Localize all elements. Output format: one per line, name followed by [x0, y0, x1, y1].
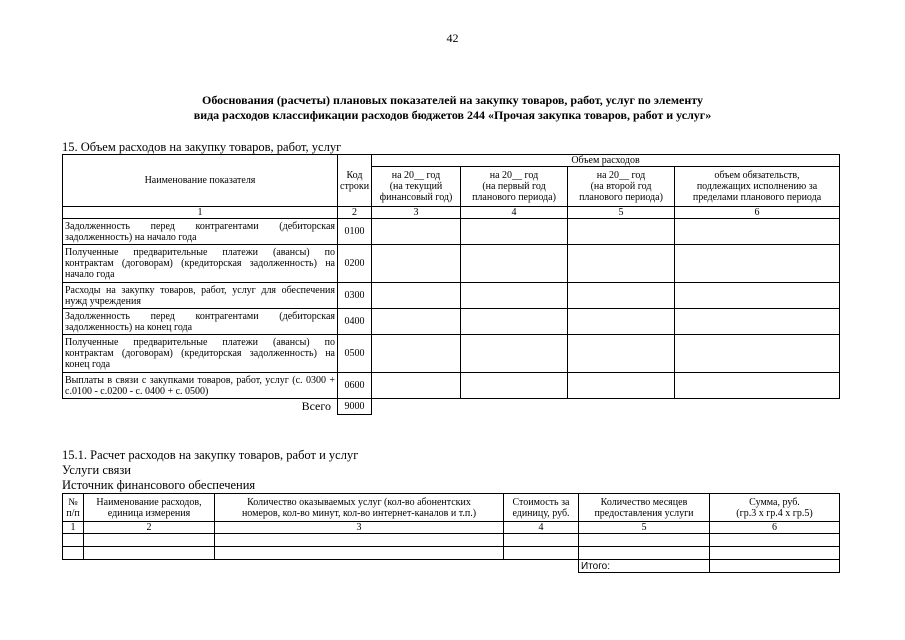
cell-col5 [568, 245, 675, 283]
total-row [63, 399, 840, 415]
communication-services-table [62, 493, 840, 573]
row-code: 0600 [338, 373, 372, 399]
cell-col6 [675, 335, 840, 373]
colnum-2: 2 [84, 522, 215, 534]
cell [579, 547, 710, 560]
row-code: 0500 [338, 335, 372, 373]
document-title-line1: Обоснования (расчеты) плановых показателей на закупку товаров, работ, услуг по элементу [202, 93, 703, 107]
header-col5-line2: (на второй год [590, 181, 652, 192]
header-sum [710, 494, 840, 522]
cell-col4 [461, 335, 568, 373]
table-row [63, 219, 840, 245]
header-col4-line2: (на первый год [482, 181, 546, 192]
cell-col6 [675, 283, 840, 309]
header-col3-line3: финансовый год) [379, 192, 453, 203]
total-row [63, 560, 840, 573]
total-code: 9000 [338, 399, 372, 415]
cell [710, 534, 840, 547]
page-number: 42 [446, 31, 459, 45]
colnum-2: 2 [338, 207, 372, 219]
colnum-1: 1 [63, 207, 338, 219]
header-col6-line1: объем обязательств, [714, 170, 800, 181]
row-code: 0100 [338, 219, 372, 245]
document-title-line2: вида расходов классификации расходов бюджетов 244 «Прочая закупка товаров, работ и услуг» [193, 108, 712, 122]
section-15-heading: 15. Объем расходов на закупку товаров, работ, услуг [62, 140, 342, 154]
cell [84, 534, 215, 547]
header-col5 [568, 167, 675, 207]
table-row [63, 534, 840, 547]
header-code-line1: Код [346, 169, 363, 181]
cell-col5 [568, 373, 675, 399]
cell [84, 547, 215, 560]
colnum-5: 5 [579, 522, 710, 534]
header-num-line1: № [68, 496, 78, 508]
table-row [63, 547, 840, 560]
cell [215, 534, 504, 547]
header-col4-line1: на 20__ год [489, 170, 539, 181]
colnum-4: 4 [504, 522, 579, 534]
header-col5-line3: планового периода) [579, 192, 663, 203]
colnum-1: 1 [63, 522, 84, 534]
header-sum-line1: Сумма, руб. [749, 496, 800, 508]
total-spacer [372, 399, 840, 415]
cell [63, 547, 84, 560]
row-name: Полученные предварительные платежи (авансы) по контрактам (договорам) (кредиторская задолженность) на начало года [63, 245, 338, 283]
row-code: 0200 [338, 245, 372, 283]
colnum-6: 6 [710, 522, 840, 534]
colnum-6: 6 [675, 207, 840, 219]
header-unit-cost-line1: Стоимость за [512, 496, 570, 508]
header-col6 [675, 167, 840, 207]
header-unit-cost [504, 494, 579, 522]
cell-col6 [675, 309, 840, 335]
table-row [63, 373, 840, 399]
row-name: Выплаты в связи с закупками товаров, работ, услуг (с. 0300 + с.0100 - с.0200 - с. 0400 + с. 0500) [63, 373, 338, 399]
row-name: Задолженность перед контрагентами (дебиторская задолженность) на начало года [63, 219, 338, 245]
table-row [63, 335, 840, 373]
cell-col3 [372, 245, 461, 283]
cell-col5 [568, 309, 675, 335]
table-row [63, 309, 840, 335]
total-spacer [63, 560, 579, 573]
header-col6-line3: пределами планового периода [692, 192, 822, 203]
header-col4-line3: планового периода) [472, 192, 556, 203]
colnum-3: 3 [372, 207, 461, 219]
header-indicator: Наименование показателя [63, 155, 338, 207]
row-name: Полученные предварительные платежи (авансы) по контрактам (договорам) (кредиторская задолженность) на конец года [63, 335, 338, 373]
header-num-line2: п/п [66, 507, 80, 519]
header-expense-name-line1: Наименование расходов, [96, 496, 202, 508]
cell [63, 534, 84, 547]
cell-col3 [372, 373, 461, 399]
cell [504, 534, 579, 547]
cell-col3 [372, 219, 461, 245]
cell-col4 [461, 309, 568, 335]
cell-col5 [568, 219, 675, 245]
header-code [338, 155, 372, 207]
cell-col5 [568, 335, 675, 373]
header-volume: Объем расходов [372, 155, 840, 167]
cell-col4 [461, 245, 568, 283]
colnum-4: 4 [461, 207, 568, 219]
header-sum-line2: (гр.3 х гр.4 х гр.5) [736, 507, 813, 519]
header-expense-name-line2: единица измерения [107, 507, 191, 519]
header-col3-line2: (на текущий [389, 181, 443, 192]
row-code: 0400 [338, 309, 372, 335]
header-expense-name [84, 494, 215, 522]
funding-source-label: Источник финансового обеспечения [62, 478, 256, 492]
cell [504, 547, 579, 560]
table-row [63, 245, 840, 283]
header-col3-line1: на 20__ год [391, 170, 441, 181]
cell-col4 [461, 373, 568, 399]
cell-col3 [372, 283, 461, 309]
header-num [63, 494, 84, 522]
header-unit-cost-line2: единицу, руб. [512, 507, 570, 519]
section-15-1-heading: 15.1. Расчет расходов на закупку товаров, работ и услуг [62, 448, 359, 462]
services-subheading: Услуги связи [62, 463, 131, 477]
row-name: Задолженность перед контрагентами (дебиторская задолженность) на конец года [63, 309, 338, 335]
header-col3 [372, 167, 461, 207]
header-col5-line1: на 20__ год [596, 170, 646, 181]
total-label: Итого: [579, 560, 710, 573]
document-title [0, 93, 905, 123]
row-name: Расходы на закупку товаров, работ, услуг для обеспечения нужд учреждения [63, 283, 338, 309]
colnum-3: 3 [215, 522, 504, 534]
cell-col3 [372, 309, 461, 335]
header-services-quantity [215, 494, 504, 522]
total-label: Всего [301, 399, 331, 414]
total-sum [710, 560, 840, 573]
cell-col5 [568, 283, 675, 309]
cell-col6 [675, 245, 840, 283]
header-services-quantity-line1: Количество оказываемых услуг (кол-во абонентских [247, 496, 471, 508]
cell-col6 [675, 219, 840, 245]
colnum-5: 5 [568, 207, 675, 219]
cell [710, 547, 840, 560]
cell-col3 [372, 335, 461, 373]
table-row [63, 283, 840, 309]
cell [215, 547, 504, 560]
header-col6-line2: подлежащих исполнению за [696, 181, 818, 192]
cell [579, 534, 710, 547]
expenses-volume-table [62, 154, 840, 415]
cell-col6 [675, 373, 840, 399]
header-code-line2: строки [340, 180, 370, 192]
cell-col4 [461, 283, 568, 309]
header-col4 [461, 167, 568, 207]
header-services-quantity-line2: номеров, кол-во минут, кол-во интернет-каналов и т.п.) [241, 507, 477, 519]
cell-col4 [461, 219, 568, 245]
row-code: 0300 [338, 283, 372, 309]
header-months-line2: предоставления услуги [594, 507, 694, 519]
header-months-line1: Количество месяцев [600, 496, 688, 508]
header-months [579, 494, 710, 522]
